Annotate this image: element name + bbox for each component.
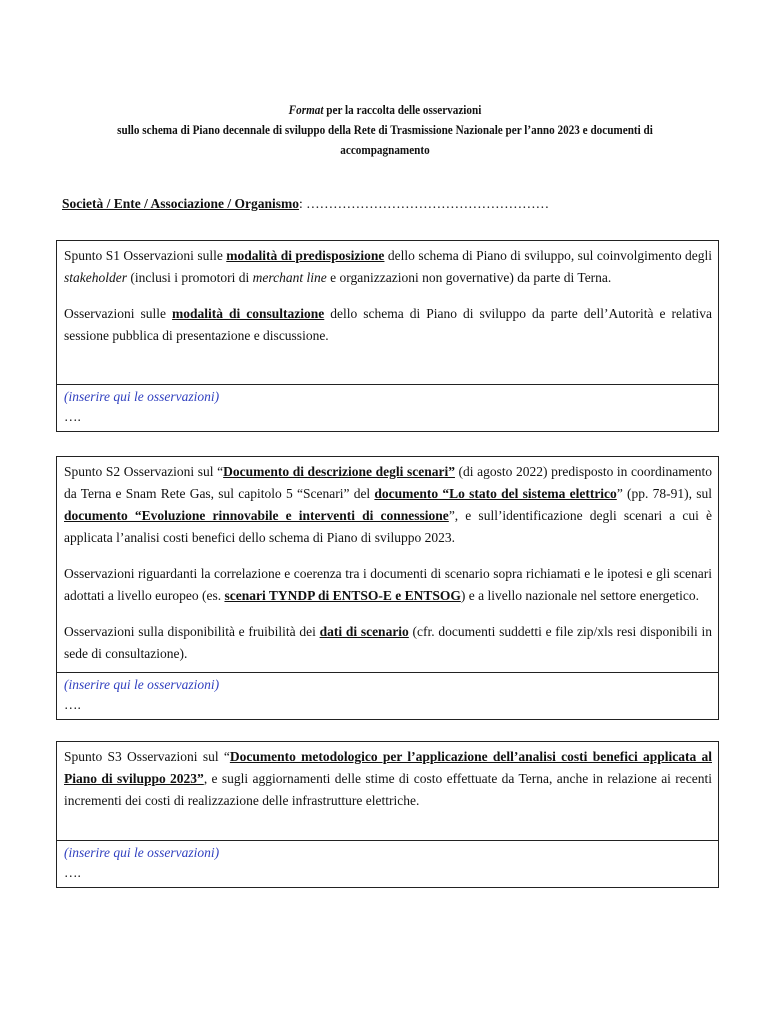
- title-line-2: sullo schema di Piano decennale di sviluppo della Rete di Trasmissione Nazionale per l’anno 2023 e documenti di accompagnamento: [117, 122, 653, 157]
- s1-answer-dots: ….: [64, 409, 81, 424]
- spunto-s1-box: [56, 240, 719, 432]
- s2-paragraph-1: Spunto S2 Osservazioni sul “Documento di descrizione degli scenari” (di agosto 2022) predisposto in coordinamento da Terna e Snam Rete Gas, sul capitolo 5 “Scenari” del documento “Lo stato del sistema elettrico” (pp. 78-91), sul documento “Evoluzione rinnovabile e interventi di connessione”, e sull’identificazione degli scenari a cui è applicata l’analisi costi benefici dello schema di Piano di sviluppo 2023.: [64, 464, 713, 545]
- spunto-s1-question: [57, 241, 718, 384]
- organization-label: Società / Ente / Associazione / Organismo: [62, 196, 299, 211]
- s1-answer-area[interactable]: [57, 385, 718, 431]
- s1-paragraph-1: Spunto S1 Osservazioni sulle modalità di predisposizione dello schema di Piano di sviluppo, sul coinvolgimento degli stakeholder (inclusi i promotori di merchant line e organizzazioni non governative) da parte di Terna.: [64, 248, 713, 285]
- s3-paragraph-1: Spunto S3 Osservazioni sul “Documento metodologico per l’applicazione dell’analisi costi benefici applicata al Piano di sviluppo 2023”, e sugli aggiornamenti delle stime di costo effettuate da Terna, anche in relazione ai recenti incrementi dei costi di realizzazione delle infrastrutture elettriche.: [64, 749, 712, 808]
- s3-insert-placeholder: (inserire qui le osservazioni): [64, 845, 220, 860]
- document-title: [71, 100, 699, 160]
- spunto-s3-question: [57, 742, 718, 840]
- s2-insert-placeholder: (inserire qui le osservazioni): [64, 677, 220, 692]
- title-line-1: Format per la raccolta delle osservazioni: [288, 102, 482, 117]
- organization-placeholder-dots: ………………………………………………: [302, 196, 550, 211]
- spunto-s2-question: [57, 457, 718, 672]
- spunto-s2-box: [56, 456, 719, 720]
- s2-answer-dots: ….: [64, 697, 81, 712]
- s3-answer-dots: ….: [64, 865, 81, 880]
- s3-answer-area[interactable]: [57, 841, 718, 887]
- s1-paragraph-2: Osservazioni sulle modalità di consultazione dello schema di Piano di sviluppo da parte dell’Autorità e relativa sessione pubblica di presentazione e discussione.: [64, 306, 712, 343]
- s2-answer-area[interactable]: [57, 673, 718, 719]
- s2-paragraph-3: Osservazioni sulla disponibilità e fruibilità dei dati di scenario (cfr. documenti suddetti e file zip/xls resi disponibili in sede di consultazione).: [64, 624, 712, 661]
- s1-insert-placeholder: (inserire qui le osservazioni): [64, 389, 220, 404]
- spunto-s3-box: [56, 741, 719, 888]
- s2-paragraph-2: Osservazioni riguardanti la correlazione e coerenza tra i documenti di scenario sopra richiamati e le ipotesi e gli scenari adottati a livello europeo (es. scenari TYNDP di ENTSO-E e ENTSOG) e a livello nazionale nel settore energetico.: [64, 566, 712, 603]
- organization-field[interactable]: Società / Ente / Associazione / Organismo: ………………………………………………: [62, 196, 550, 211]
